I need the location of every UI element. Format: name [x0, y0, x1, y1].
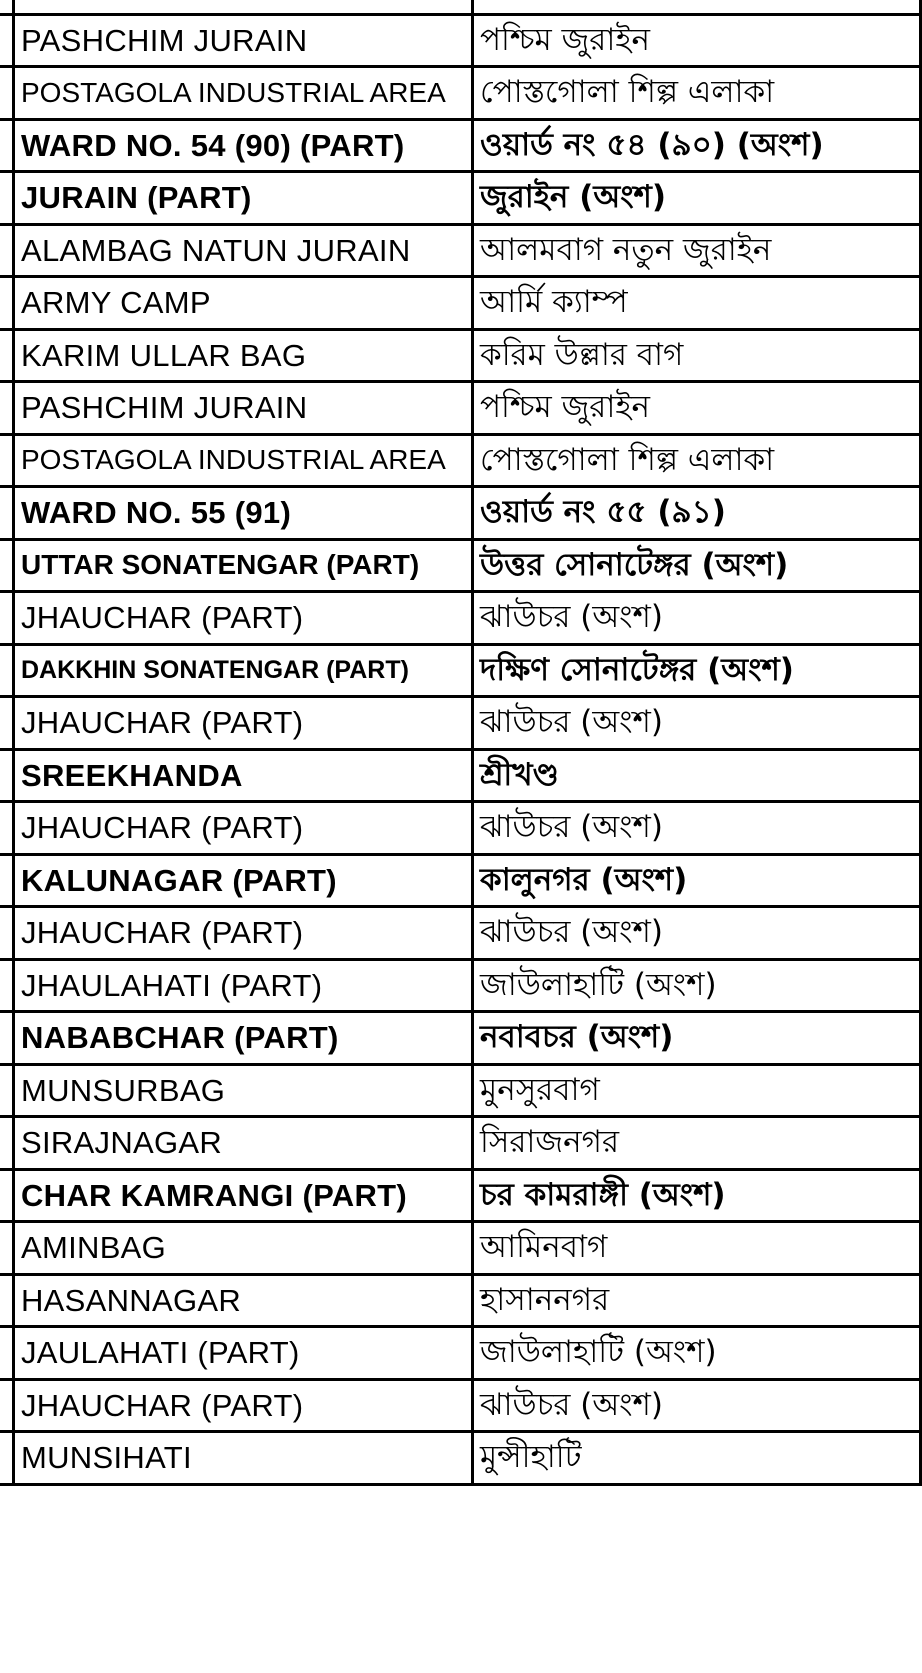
bengali-name-cell: আর্মি ক্যাম্প: [473, 277, 921, 330]
left-cut-cell: [0, 1012, 14, 1065]
table-row: [0, 1222, 922, 1275]
bengali-name-cell: মুন্সীহাটি: [473, 1432, 921, 1485]
left-cut-cell: [0, 224, 14, 277]
left-cut-cell: [0, 1064, 14, 1117]
table-row: [0, 1274, 922, 1327]
left-cut-cell: [0, 959, 14, 1012]
table-row: [0, 67, 922, 120]
english-name-cell: KALUNAGAR (PART): [14, 854, 473, 907]
table-row: [0, 1012, 922, 1065]
bengali-name-cell: পশ্চিম জুরাইন: [473, 382, 921, 435]
english-name-cell: JHAUCHAR (PART): [14, 1379, 473, 1432]
left-cut-cell: [0, 119, 14, 172]
table-row: [0, 749, 922, 802]
english-name-cell: [14, 0, 473, 14]
table-row: [0, 802, 922, 855]
left-cut-cell: [0, 172, 14, 225]
table-row: [0, 172, 922, 225]
english-name-cell: KARIM ULLAR BAG: [14, 329, 473, 382]
english-name-cell: JHAULAHATI (PART): [14, 959, 473, 1012]
english-name-cell: ALAMBAG NATUN JURAIN: [14, 224, 473, 277]
bengali-name-cell: ওয়ার্ড নং ৫৫ (৯১): [473, 487, 921, 540]
left-cut-cell: [0, 0, 14, 14]
left-cut-cell: [0, 329, 14, 382]
left-cut-cell: [0, 907, 14, 960]
bengali-name-cell: শ্রীখণ্ড: [473, 749, 921, 802]
left-cut-cell: [0, 434, 14, 487]
left-cut-cell: [0, 1274, 14, 1327]
english-name-cell: JHAUCHAR (PART): [14, 697, 473, 750]
bengali-name-cell: পশ্চিম জুরাইন: [473, 14, 921, 67]
table-row: [0, 539, 922, 592]
left-cut-cell: [0, 749, 14, 802]
english-name-cell: ARMY CAMP: [14, 277, 473, 330]
left-cut-cell: [0, 277, 14, 330]
table-row: [0, 329, 922, 382]
bengali-name-cell: ওয়ার্ড নং ৫৪ (৯০) (অংশ): [473, 119, 921, 172]
left-cut-cell: [0, 487, 14, 540]
bengali-name-cell: চর কামরাঙ্গী (অংশ): [473, 1169, 921, 1222]
left-cut-cell: [0, 1327, 14, 1380]
left-cut-cell: [0, 67, 14, 120]
bengali-name-cell: ঝাউচর (অংশ): [473, 592, 921, 645]
left-cut-cell: [0, 382, 14, 435]
table-row: [0, 644, 922, 697]
table-row: [0, 277, 922, 330]
bengali-name-cell: জাউলাহাটি (অংশ): [473, 959, 921, 1012]
bengali-name-cell: ঝাউচর (অংশ): [473, 802, 921, 855]
left-cut-cell: [0, 802, 14, 855]
english-name-cell: HASANNAGAR: [14, 1274, 473, 1327]
english-name-cell: JHAUCHAR (PART): [14, 592, 473, 645]
english-name-cell: MUNSURBAG: [14, 1064, 473, 1117]
table-row: [0, 1432, 922, 1485]
bengali-name-cell: করিম উল্লার বাগ: [473, 329, 921, 382]
table-row: [0, 1064, 922, 1117]
english-name-cell: POSTAGOLA INDUSTRIAL AREA: [14, 434, 473, 487]
bengali-name-cell: কালুনগর (অংশ): [473, 854, 921, 907]
english-name-cell: SREEKHANDA: [14, 749, 473, 802]
table-row: [0, 487, 922, 540]
table-row: [0, 1379, 922, 1432]
table-row: [0, 959, 922, 1012]
bengali-name-cell: আমিনবাগ: [473, 1222, 921, 1275]
english-name-cell: CHAR KAMRANGI (PART): [14, 1169, 473, 1222]
table-row: [0, 382, 922, 435]
left-cut-cell: [0, 854, 14, 907]
english-name-cell: MUNSIHATI: [14, 1432, 473, 1485]
english-name-cell: JAULAHATI (PART): [14, 1327, 473, 1380]
bengali-name-cell: হাসাননগর: [473, 1274, 921, 1327]
bengali-name-cell: মুনসুরবাগ: [473, 1064, 921, 1117]
english-name-cell: AMINBAG: [14, 1222, 473, 1275]
english-name-cell: WARD NO. 54 (90) (PART): [14, 119, 473, 172]
table-row: [0, 697, 922, 750]
left-cut-cell: [0, 14, 14, 67]
english-name-cell: POSTAGOLA INDUSTRIAL AREA: [14, 67, 473, 120]
bengali-name-cell: [473, 0, 921, 14]
left-cut-cell: [0, 644, 14, 697]
table-row: [0, 1327, 922, 1380]
left-cut-cell: [0, 539, 14, 592]
table-row: [0, 907, 922, 960]
left-cut-cell: [0, 592, 14, 645]
table-row: [0, 592, 922, 645]
table-row: [0, 0, 922, 14]
english-name-cell: DAKKHIN SONATENGAR (PART): [14, 644, 473, 697]
table-row: [0, 1117, 922, 1170]
bengali-name-cell: সিরাজনগর: [473, 1117, 921, 1170]
english-name-cell: PASHCHIM JURAIN: [14, 14, 473, 67]
left-cut-cell: [0, 1117, 14, 1170]
english-name-cell: JHAUCHAR (PART): [14, 907, 473, 960]
bengali-name-cell: নবাবচর (অংশ): [473, 1012, 921, 1065]
bengali-name-cell: জাউলাহাটি (অংশ): [473, 1327, 921, 1380]
english-name-cell: JHAUCHAR (PART): [14, 802, 473, 855]
bengali-name-cell: ঝাউচর (অংশ): [473, 907, 921, 960]
bengali-name-cell: উত্তর সোনাটেঙ্গর (অংশ): [473, 539, 921, 592]
table-row: [0, 224, 922, 277]
left-cut-cell: [0, 1169, 14, 1222]
english-name-cell: UTTAR SONATENGAR (PART): [14, 539, 473, 592]
table-row: [0, 14, 922, 67]
table-row: [0, 854, 922, 907]
left-cut-cell: [0, 1379, 14, 1432]
table-row: [0, 119, 922, 172]
bengali-name-cell: জুরাইন (অংশ): [473, 172, 921, 225]
table-row: [0, 1169, 922, 1222]
english-name-cell: NABABCHAR (PART): [14, 1012, 473, 1065]
bengali-name-cell: ঝাউচর (অংশ): [473, 697, 921, 750]
bengali-name-cell: ঝাউচর (অংশ): [473, 1379, 921, 1432]
left-cut-cell: [0, 697, 14, 750]
english-name-cell: PASHCHIM JURAIN: [14, 382, 473, 435]
english-name-cell: WARD NO. 55 (91): [14, 487, 473, 540]
table-row: [0, 434, 922, 487]
bengali-name-cell: পোস্তগোলা শিল্প এলাকা: [473, 434, 921, 487]
english-name-cell: SIRAJNAGAR: [14, 1117, 473, 1170]
english-name-cell: JURAIN (PART): [14, 172, 473, 225]
bengali-name-cell: আলমবাগ নতুন জুরাইন: [473, 224, 921, 277]
left-cut-cell: [0, 1222, 14, 1275]
bengali-name-cell: দক্ষিণ সোনাটেঙ্গর (অংশ): [473, 644, 921, 697]
left-cut-cell: [0, 1432, 14, 1485]
bengali-name-cell: পোস্তগোলা শিল্প এলাকা: [473, 67, 921, 120]
